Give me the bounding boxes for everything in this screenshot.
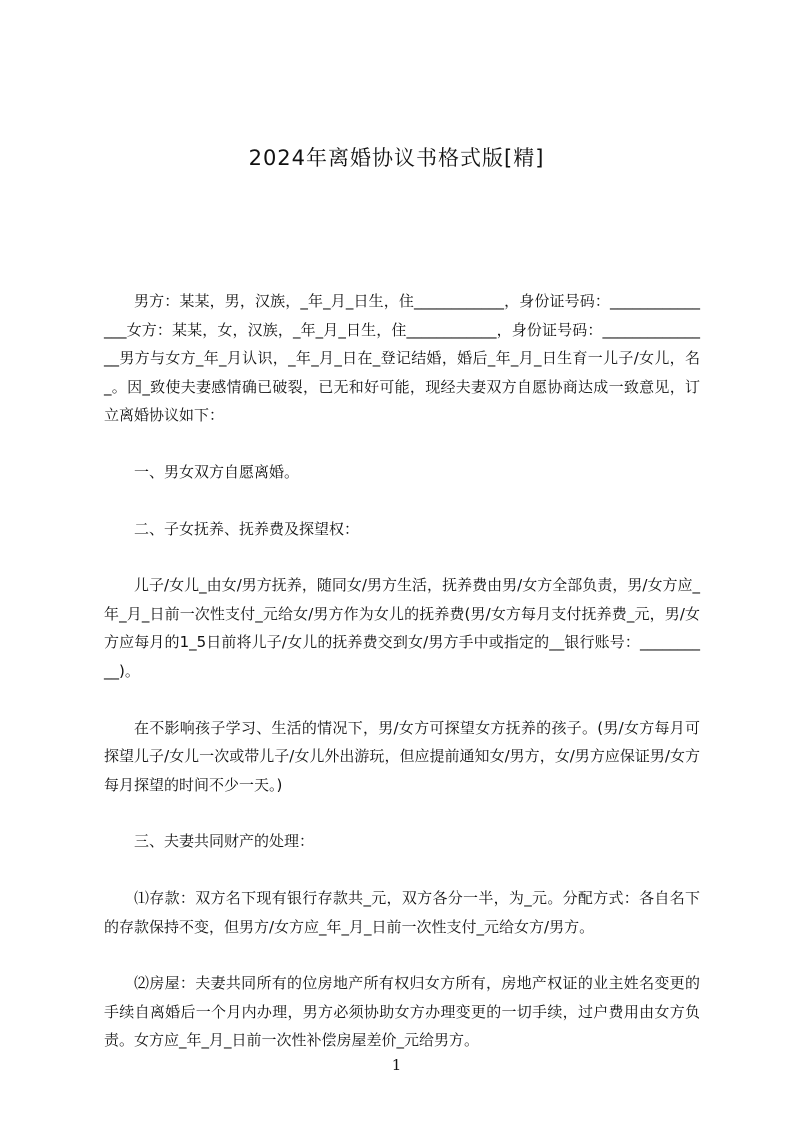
page-number: 1 — [391, 1056, 402, 1074]
house-paragraph: ⑵房屋：夫妻共同所有的位房地产所有权归女方所有，房地产权证的业主姓名变更的手续自离婚后一个月内办理，男方必须协助女方办理变更的一切手续，过户费用由女方负责。女方应_年_月_日前一次性补偿房屋差价_元给男方。 — [104, 974, 700, 1050]
section-three-heading: 三、夫妻共同财产的处理： — [134, 832, 315, 851]
document-body — [104, 287, 700, 1055]
document-title: 2024年离婚协议书格式版[精] — [248, 146, 545, 170]
visitation-paragraph: 在不影响孩子学习、生活的情况下，男/女方可探望女方抚养的孩子。(男/女方每月可探望儿子/女儿一次或带儿子/女儿外出游玩，但应提前通知女/男方，女/男方应保证男/女方每月探望的时间不少一天。) — [104, 718, 700, 794]
deposit-paragraph: ⑴存款：双方名下现有银行存款共_元，双方各分一半，为_元。分配方式：各自名下的存款保持不变，但男方/女方应_年_月_日前一次性支付_元给女方/男方。 — [104, 888, 700, 936]
parties-paragraph: 男方：某某，男，汉族，_年_月_日生，住____________，身份证号码：_______________女方：某某，女，汉族，_年_月_日生，住____________，身份证号码：_______________男方与女方_年_月认识，_年_月_日在_登记结婚，婚后_年_月_日生育一儿子/女儿，名_。因_致使夫妻感情确已破裂，已无和好可能，现经夫妻双方自愿协商达成一致意见，订立离婚协议如下： — [104, 292, 700, 425]
section-one-heading: 一、男女双方自愿离婚。 — [134, 462, 300, 481]
custody-paragraph: 儿子/女儿_由女/男方抚养，随同女/男方生活，抚养费由男/女方全部负责，男/女方应_年_月_日前一次性支付_元给女/男方作为女儿的抚养费(男/女方每月支付抚养费_元，男/女方应每月的1_5日前将儿子/女儿的抚养费交到女/男方手中或指定的__银行账号：__________)。 — [104, 576, 700, 680]
section-two-heading: 二、子女抚养、抚养费及探望权： — [134, 519, 360, 538]
